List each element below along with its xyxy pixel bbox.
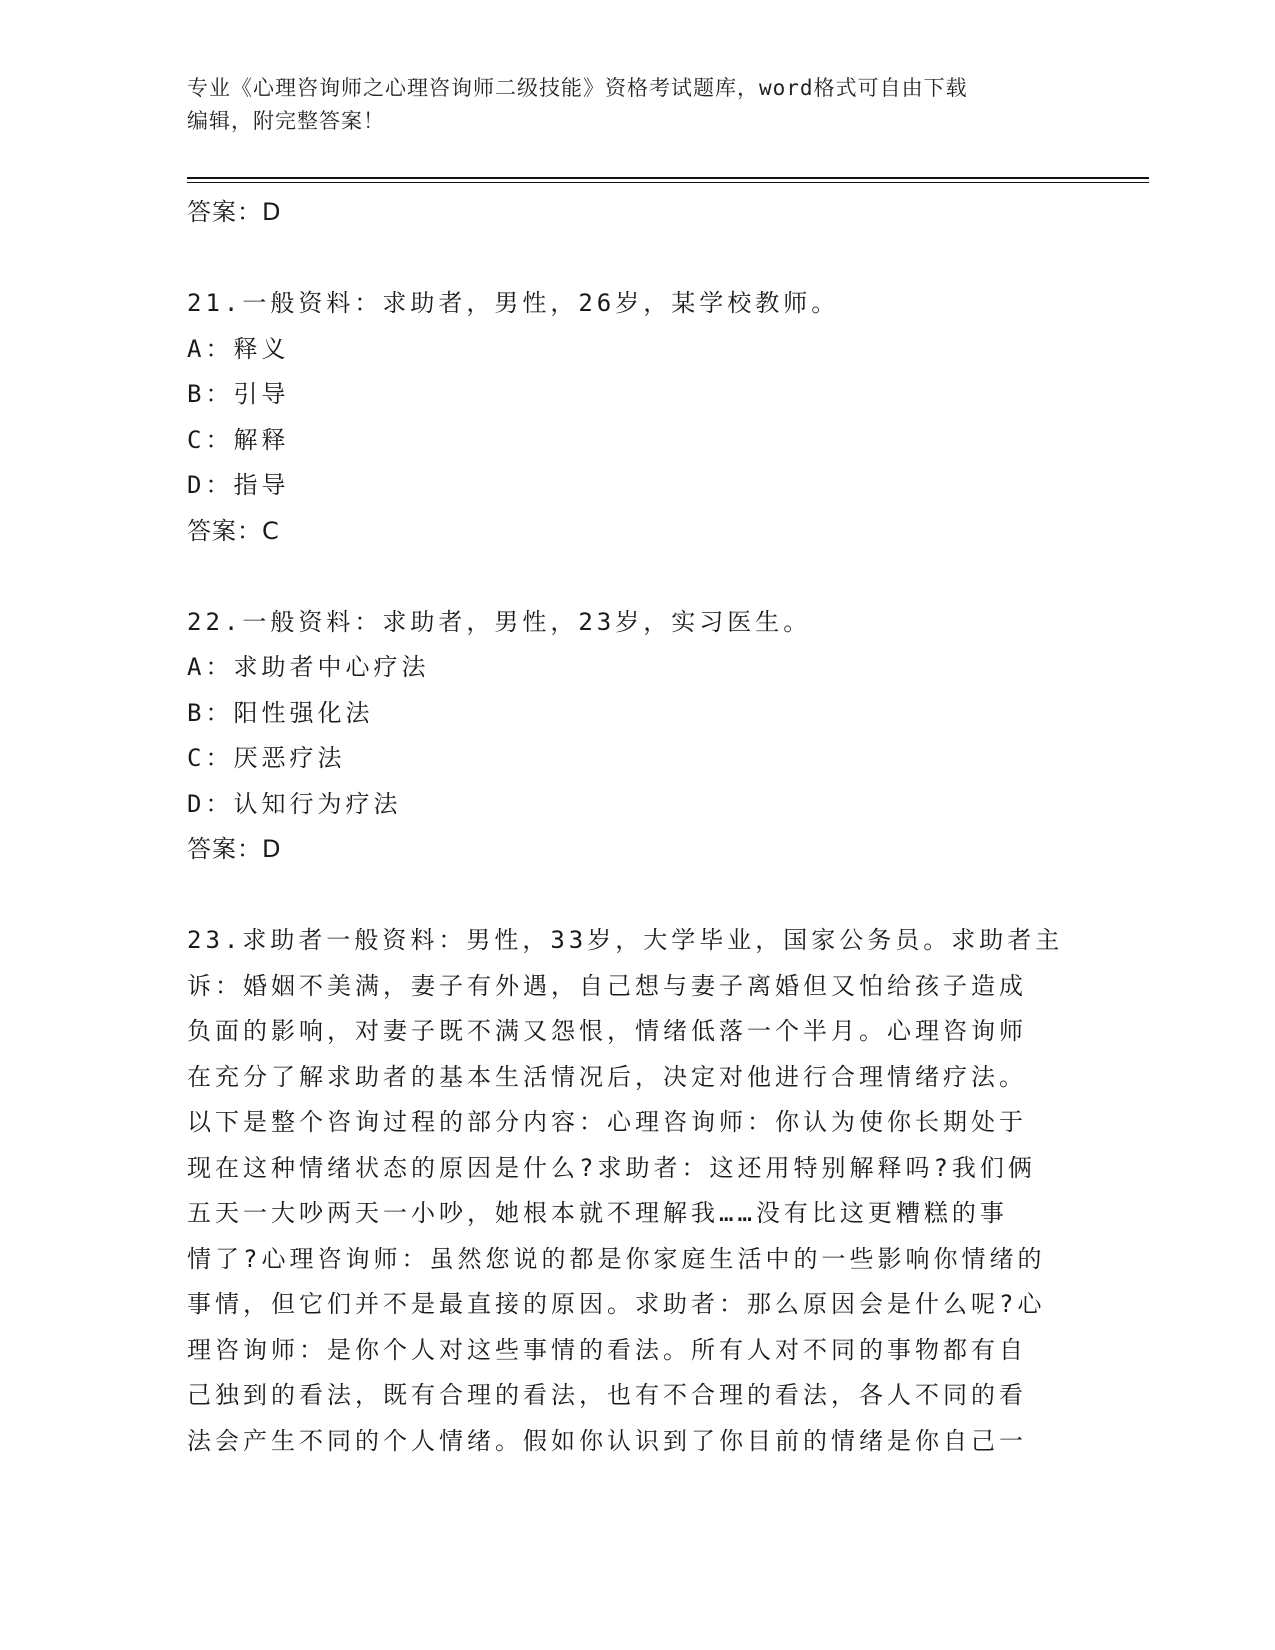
question-23 — [187, 918, 1087, 1464]
option-d: D：认知行为疗法 — [187, 789, 402, 818]
paragraph-line: 以下是整个咨询过程的部分内容：心理咨询师：你认为使你长期处于 — [187, 1108, 1027, 1136]
spacer — [187, 236, 1087, 282]
document-header — [187, 72, 1087, 138]
header-divider-thick — [187, 177, 1149, 179]
header-line-2: 编辑，附完整答案！ — [187, 109, 385, 133]
question-21 — [187, 281, 1087, 554]
option-a: A：求助者中心疗法 — [187, 653, 430, 681]
option-b: B：引导 — [187, 380, 290, 408]
header-divider-thin — [187, 182, 1149, 183]
header-line-1: 专业《心理咨询师之心理咨询师二级技能》资格考试题库，word格式可自由下载 — [187, 76, 968, 100]
answer-line: 答案：C — [187, 516, 280, 545]
spacer — [187, 873, 1087, 919]
paragraph-line: 23.求助者一般资料：男性，33岁，大学毕业，国家公务员。求助者主 — [187, 926, 1064, 954]
option-c: C：厌恶疗法 — [187, 744, 346, 772]
option-d: D：指导 — [187, 471, 290, 499]
paragraph-line: 法会产生不同的个人情绪。假如你认识到了你目前的情绪是你自己一 — [187, 1426, 1027, 1455]
paragraph-line: 负面的影响，对妻子既不满又怨恨，情绪低落一个半月。心理咨询师 — [187, 1017, 1027, 1045]
paragraph-line: 己独到的看法，既有合理的看法，也有不合理的看法，各人不同的看 — [187, 1381, 1027, 1409]
option-b: B：阳性强化法 — [187, 698, 374, 727]
paragraph-line: 在充分了解求助者的基本生活情况后，决定对他进行合理情绪疗法。 — [187, 1062, 1027, 1091]
paragraph-line: 五天一大吵两天一小吵，她根本就不理解我……没有比这更糟糕的事 — [187, 1199, 1008, 1227]
option-c: C：解释 — [187, 425, 290, 454]
paragraph-line: 理咨询师：是你个人对这些事情的看法。所有人对不同的事物都有自 — [187, 1335, 1027, 1364]
question-stem: 22.一般资料：求助者，男性，23岁，实习医生。 — [187, 607, 812, 636]
paragraph-line: 诉：婚姻不美满，妻子有外遇，自己想与妻子离婚但又怕给孩子造成 — [187, 971, 1027, 1000]
option-a: A：释义 — [187, 334, 290, 363]
paragraph-line: 现在这种情绪状态的原因是什么?求助者：这还用特别解释吗?我们俩 — [187, 1153, 1036, 1182]
spacer — [187, 554, 1087, 600]
paragraph-line: 情了?心理咨询师：虽然您说的都是你家庭生活中的一些影响你情绪的 — [187, 1244, 1046, 1273]
answer-line: 答案：D — [187, 198, 282, 226]
paragraph-line: 事情，但它们并不是最直接的原因。求助者：那么原因会是什么呢?心 — [187, 1290, 1046, 1318]
answer-line: 答案：D — [187, 835, 282, 863]
document-body — [187, 190, 1087, 1464]
question-22 — [187, 600, 1087, 873]
question-stem: 21.一般资料：求助者，男性，26岁，某学校教师。 — [187, 289, 840, 317]
